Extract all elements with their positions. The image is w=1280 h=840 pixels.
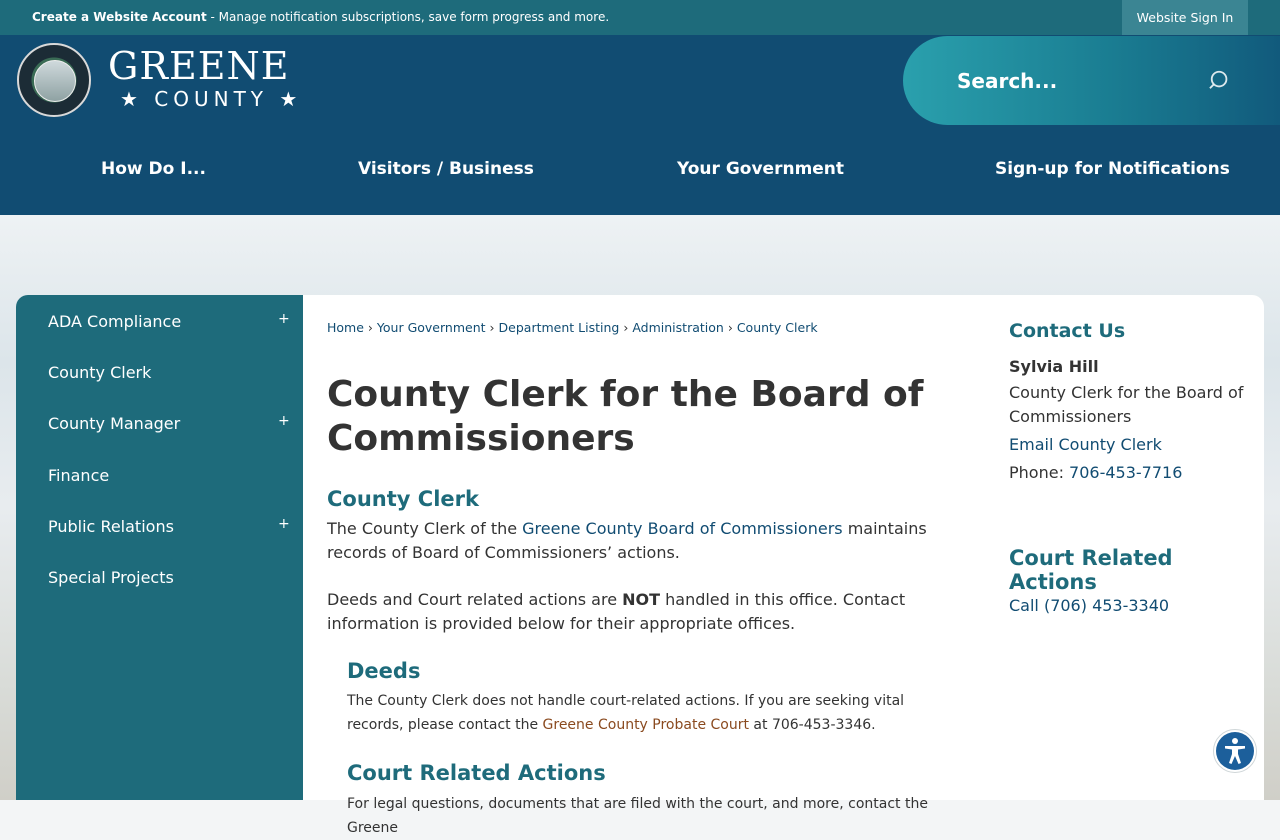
- nav-item-your-government[interactable]: Your Government: [677, 159, 845, 179]
- seal-inner: [34, 60, 76, 102]
- paragraph-text: handled in this office. Contact information is provided below for their appropriate offices.: [327, 590, 906, 633]
- sidebar-item-public-relations[interactable]: Public Relations: [48, 517, 174, 536]
- search-input[interactable]: [955, 63, 1189, 99]
- section-heading-deeds: Deeds: [347, 659, 421, 683]
- paragraph-text: The County Clerk does not handle court-related actions. If you are seeking vital records, please contact the: [347, 693, 905, 733]
- website-sign-in-button[interactable]: Website Sign In: [1122, 0, 1248, 35]
- county-seal-logo[interactable]: [17, 43, 91, 117]
- sidebar-item-ada-compliance[interactable]: ADA Compliance: [48, 312, 182, 331]
- page-title: County Clerk for the Board of Commissioners: [327, 374, 924, 459]
- search-bar: [903, 36, 1280, 125]
- site-header: [0, 35, 1280, 215]
- emphasis-not: NOT: [622, 590, 661, 609]
- sidebar-item-finance[interactable]: Finance: [48, 466, 110, 485]
- account-message: [32, 10, 609, 24]
- breadcrumb-administration[interactable]: Administration: [632, 320, 724, 335]
- section-heading-court-related-actions: Court Related Actions: [347, 761, 606, 785]
- breadcrumb-separator: ›: [727, 320, 733, 335]
- breadcrumb: [327, 320, 818, 335]
- paragraph-text: Deeds and Court related actions are: [327, 590, 623, 609]
- breadcrumb-home[interactable]: Home: [327, 320, 364, 335]
- paragraph-text: at 706-453-3346.: [748, 717, 876, 733]
- breadcrumb-county-clerk[interactable]: County Clerk: [736, 320, 818, 335]
- account-message-text: - Manage notification subscriptions, save form progress and more.: [206, 10, 610, 24]
- court-paragraph: For legal questions, documents that are filed with the court, and more, contact the Greene: [347, 796, 928, 836]
- breadcrumb-your-government[interactable]: Your Government: [376, 320, 486, 335]
- county-wordmark[interactable]: [108, 45, 302, 111]
- top-utility-bar: [0, 0, 1280, 35]
- contact-heading: Contact Us: [1009, 320, 1126, 342]
- board-of-commissioners-link[interactable]: Greene County Board of Commissioners: [522, 519, 843, 538]
- accessibility-button[interactable]: [1213, 729, 1257, 773]
- breadcrumb-separator: ›: [489, 320, 495, 335]
- nav-item-sign-up-notifications[interactable]: Sign-up for Notifications: [995, 159, 1230, 179]
- paragraph-text: maintains records of Board of Commissioners’ actions.: [327, 519, 927, 562]
- nav-item-how-do-i[interactable]: How Do I...: [101, 159, 206, 179]
- court-phone-link[interactable]: Call (706) 453-3340: [1009, 596, 1170, 615]
- sidebar-item-special-projects[interactable]: Special Projects: [48, 568, 174, 587]
- contact-name: Sylvia Hill: [1009, 357, 1099, 376]
- deeds-notice-paragraph: [327, 588, 947, 636]
- sidebar-expand-county-manager[interactable]: +: [278, 413, 290, 429]
- wordmark-line1: GREENE: [108, 44, 290, 88]
- breadcrumb-department-listing[interactable]: Department Listing: [498, 320, 620, 335]
- sidebar-item-county-clerk[interactable]: County Clerk: [48, 363, 152, 382]
- paragraph-text: The County Clerk of the: [327, 519, 523, 538]
- breadcrumb-separator: ›: [367, 320, 373, 335]
- county-clerk-paragraph: [327, 517, 962, 565]
- probate-court-link[interactable]: Greene County Probate Court: [542, 717, 749, 733]
- search-icon[interactable]: [1209, 69, 1231, 91]
- breadcrumb-separator: ›: [623, 320, 629, 335]
- main-navigation: [0, 153, 1280, 189]
- section-heading-county-clerk: County Clerk: [327, 487, 479, 511]
- nav-item-visitors-business[interactable]: Visitors / Business: [358, 159, 534, 179]
- phone-label: Phone:: [1009, 463, 1070, 482]
- create-account-link[interactable]: Create a Website Account: [32, 10, 207, 24]
- contact-panel: [1009, 320, 1249, 618]
- deeds-paragraph: [347, 689, 947, 737]
- contact-phone-row: [1009, 461, 1249, 485]
- sidebar-expand-public-relations[interactable]: +: [278, 516, 290, 532]
- sidebar-item-county-manager[interactable]: County Manager: [48, 414, 181, 433]
- court-related-actions-heading: Court Related Actions: [1009, 546, 1173, 594]
- email-county-clerk-link[interactable]: Email County Clerk: [1009, 435, 1162, 454]
- contact-role: County Clerk for the Board of Commissioners: [1009, 383, 1244, 426]
- wordmark-line2: ★ COUNTY ★: [120, 87, 303, 111]
- phone-link[interactable]: 706-453-7716: [1069, 463, 1183, 482]
- sidebar-nav: [16, 295, 303, 800]
- sidebar-expand-ada-compliance[interactable]: +: [278, 311, 290, 327]
- accessibility-icon: [1216, 732, 1254, 770]
